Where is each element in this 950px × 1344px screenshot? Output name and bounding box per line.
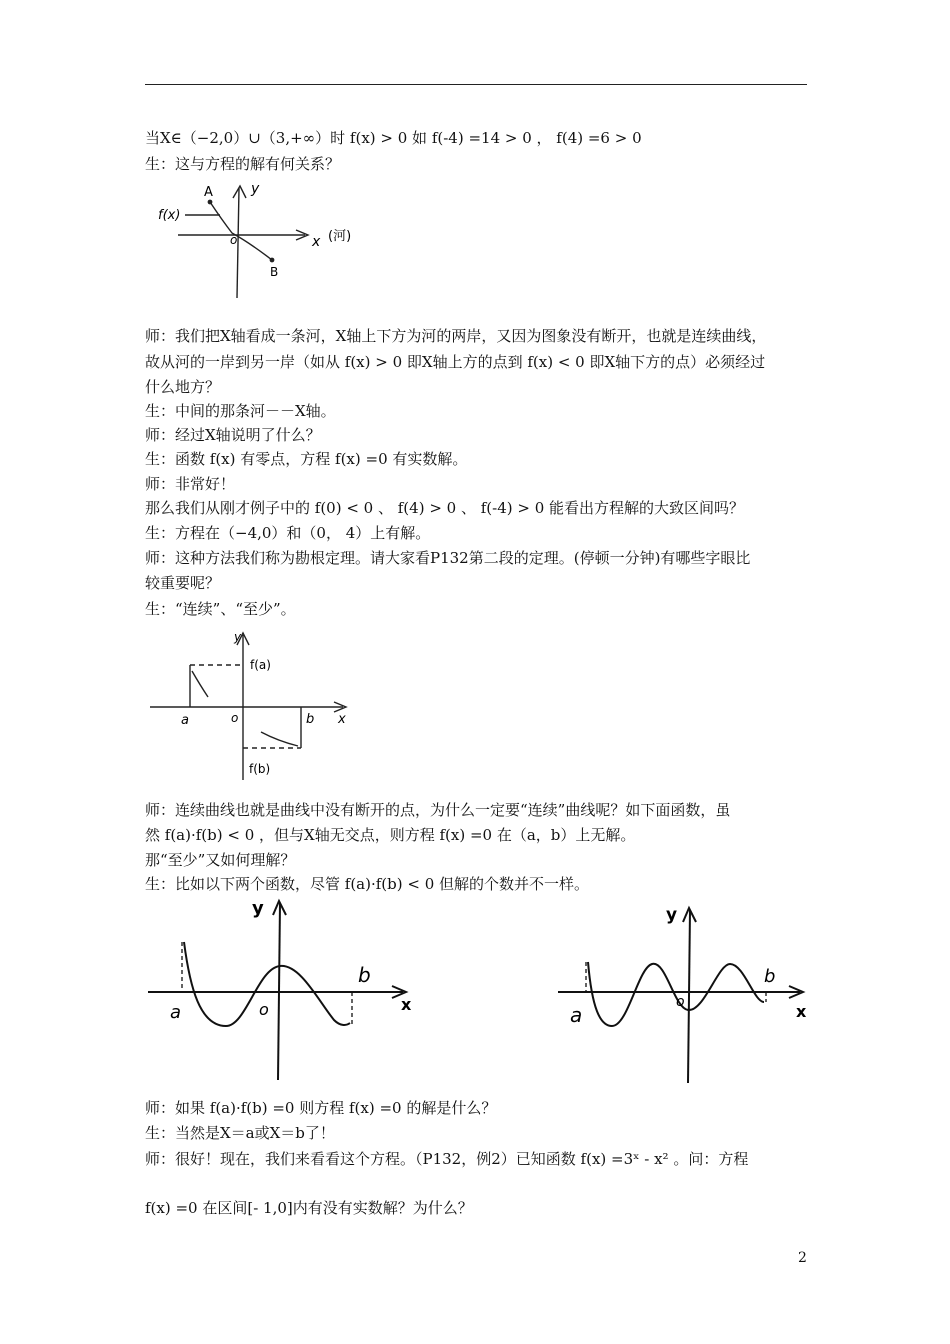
text-line-3: 师：我们把X轴看成一条河，X轴上下方为河的两岸，又因为图象没有断开，也就是连续曲线， [145,327,767,345]
fig4-label-a: a [570,1003,583,1027]
text-line-5: 什么地方？ [145,378,221,396]
fig3-label-y: y [252,898,264,919]
text-line-14: 生：“连续”、“至少”。 [145,600,296,618]
fig3-label-b: b [358,963,371,987]
text-line-9: 师：非常好！ [145,475,236,493]
fig1-label-A: A [204,185,213,200]
header-rule [145,84,807,85]
text-line-11: 生：方程在（−4,0）和（0， 4）上有解。 [145,524,431,542]
fig4-label-o: o [676,994,685,1010]
fig2-label-fb: f(b) [249,762,271,776]
text-line-6: 生：中间的那条河－－X轴。 [145,402,336,420]
text-line-20: 生：当然是X＝a或X＝b了！ [145,1124,335,1142]
text-line-18: 生：比如以下两个函数，尽管 f(a)·f(b) < 0 但解的个数并不一样。 [145,875,590,893]
figure-discontinuous-function [148,625,358,785]
fig4-label-y: y [666,905,678,925]
text-line-2: 生：这与方程的解有何关系？ [145,155,341,173]
fig4-label-b: b [764,966,776,987]
fig1-label-river: (河) [328,229,352,244]
fig1-label-fx: f(x) [158,208,181,223]
fig3-label-a: a [170,1002,182,1023]
figure-two-roots [148,898,418,1083]
text-line-19: 师：如果 f(a)·f(b) =0 则方程 f(x) =0 的解是什么？ [145,1099,497,1117]
fig1-label-o: o [230,233,238,247]
fig2-label-b: b [306,712,315,727]
fig2-label-x: x [338,712,346,727]
text-line-22: f(x) =0 在区间[- 1,0]内有没有实数解？为什么？ [145,1199,473,1217]
fig3-label-x: x [401,995,412,1014]
fig2-label-o: o [231,711,239,725]
text-line-13: 较重要呢？ [145,574,221,592]
fig1-label-x: x [312,234,321,250]
fig4-label-x: x [796,1002,807,1021]
text-line-12: 师：这种方法我们称为勘根定理。请大家看P132第二段的定理。(停顿一分钟)有哪些字眼比 [145,549,751,567]
text-line-21: 师：很好！现在，我们来看看这个方程。（P132，例2）已知函数 f(x) =3ˣ - x² 。问：方程 [145,1150,749,1168]
fig2-label-y: y [234,630,242,644]
fig2-label-a: a [181,713,189,728]
text-line-4: 故从河的一岸到另一岸（如从 f(x) > 0 即X轴上方的点到 f(x) < 0 即X轴下方的点）必须经过 [145,353,766,371]
text-line-8: 生：函数 f(x) 有零点，方程 f(x) =0 有实数解。 [145,450,468,468]
text-line-1: 当X∈（−2,0）∪（3,+∞）时 f(x) > 0 如 f(-4) =14 > 0 ， f(4) =6 > 0 [145,129,642,147]
figure-multiple-roots [558,898,818,1088]
text-line-10: 那么我们从刚才例子中的 f(0) < 0 、 f(4) > 0 、 f(-4) > 0 能看出方程解的大致区间吗？ [145,499,745,517]
figure-river-sketch [150,178,380,303]
fig1-label-y: y [251,181,260,197]
text-line-7: 师：经过X轴说明了什么？ [145,426,321,444]
fig2-label-fa: f(a) [250,658,271,672]
page-number: 2 [798,1250,807,1266]
fig3-label-o: o [259,1000,269,1019]
text-line-15: 师：连续曲线也就是曲线中没有断开的点，为什么一定要“连续”曲线呢？如下面函数，虽 [145,801,731,819]
text-line-16: 然 f(a)·f(b) < 0 ，但与X轴无交点，则方程 f(x) =0 在（a，b）上无解。 [145,826,636,844]
fig1-label-B: B [270,265,279,279]
text-line-17: 那“至少”又如何理解？ [145,851,296,869]
